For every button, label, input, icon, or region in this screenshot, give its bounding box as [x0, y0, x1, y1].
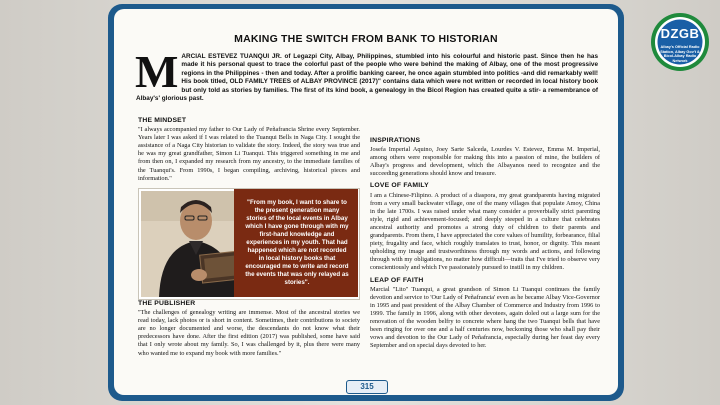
article-title: MAKING THE SWITCH FROM BANK TO HISTORIAN [234, 33, 498, 45]
dzgb-logo [650, 12, 710, 72]
drop-cap: M [135, 46, 179, 97]
section-body-mindset: "I always accompanied my father to Our Lady of Peñafrancia Shrine every September. Years later I was asked if I was related to the Tuanqui Bells in Naga City. I sought the assistance of a Naga City historian to validate the story. Indeed, the story was true and he was my great grandfather, Simon Li Tuanqui. This triggered something in me and from then on, I expanded my research from my ancestry, to the immediate families of the Tuanqui's. From 1990s, I began compiling, archiving, historical pieces and information." [138, 126, 360, 182]
logo-name: DZGB [660, 26, 700, 41]
section-heading-leap: LEAP OF FAITH [370, 276, 424, 284]
magazine-page [114, 9, 618, 395]
section-body-publisher: "The challenges of genealogy writing are immense. Most of the ancestral stories we read today, lack photos or is short in content. Sometimes, their contributions to society are no longer documented and worse, the descendants do not know what their predecessors have done. After the first edition (2017) was published, some have said that I only wrote about my family. So, I was challenged by it, plus there were many who wanted me to expand my book with more families." [138, 309, 360, 357]
pull-quote: "From my book, I want to share to the present generation many stories of the local events in Albay which I have gone through with my first-hand knowledge and experiences in my youth. That had happened which are not recorded in local history books that encouraged me to write and record the events that was only relayed as stories". [234, 189, 358, 297]
section-heading-love: LOVE OF FAMILY [370, 182, 429, 190]
article-intro [135, 46, 598, 115]
left-column-bottom [138, 300, 360, 362]
section-body-love: I am a Chinese-Filipino. A product of a diaspora, my great grandparents having migrated from a very small backwater village, one of the many villages that populate Amoy, China in the late 1700s. I was raised under what many consider a proverbially strict parenting style, rigid and achievement-focused; and deeply steeped in a culture that celebrates ancestral authority and promotes a strong duty of children to their parents and grandparents. From them, I have appreciated the core values of humility, forbearance, filial piety, frugality and face, which roughly translates to trust, honor, or dignity. This meant upholding my image and trustworthiness through my words and actions, and following through with my obligations, no matter how difficult—traits that I've tried to observe very conscientiously and which I've passionately pursued to instill in my children. [370, 191, 600, 272]
intro-text: ARCIAL ESTEVEZ TUANQUI JR. of Legazpi City, Albay, Philippines, stumbled into his colourful and historic past. Since then he has made it his personal quest to trace the colorful past of the people who were behind the making of Albay, one of the most progressive regions in the Philippines - then and today. After a prolific banking career, he once again stumbled into politics -and did remarkably well! His book titled, OLD FAMILY TREES of ALBAY PROVINCE (2017)" contains data which were not written or recorded in local history book but only told as stories by families. The first of its kind book, a genealogy in the Bicol Region has created quite a stir- a remembrance of Albay's' glorious past. [136, 53, 598, 103]
section-heading-publisher: THE PUBLISHER [138, 300, 196, 307]
section-heading-mindset: THE MINDSET [138, 117, 187, 124]
section-heading-inspirations: INSPIRATIONS [370, 137, 421, 144]
left-column-top [138, 117, 360, 187]
section-body-leap: Marcial "Lito" Tuanqui, a great grandson of Simon Li Tuanqui continues the family devotion and service to 'Our Lady of Peñafrancia' even as he became Albay Vice-Governor in 1995 and past president of the Albay Chamber of Commerce and Industry from 1996 to 1999. The family in 1996, along with other devotees, again doled out a large sum for the renovation of the wooden belfry to concrete where hang the two Tuanqui bells that have been ringing for over one and a half centuries now, beckoning those who shall pay their vows and devotion to the Our Lady of Peñafrancia, especially during her feast day every September and on special days devoted to her. [370, 285, 600, 350]
right-column [370, 137, 600, 354]
page-number: 315 [346, 380, 388, 394]
logo-tagline: Albay's Official Radio Station, Albay Gov't & Bicol-Albay Radio Network [660, 45, 700, 63]
section-body-inspirations: Josefa Imperial Aquino, Joey Sarte Salceda, Lourdes V. Estevez, Emma M. Imperial, among others were responsible for making this into a passion of mine, the builders of Albay's progress and development, which the Albayanos need to recognize and the succeeding generations should know and treasure. [370, 146, 600, 178]
